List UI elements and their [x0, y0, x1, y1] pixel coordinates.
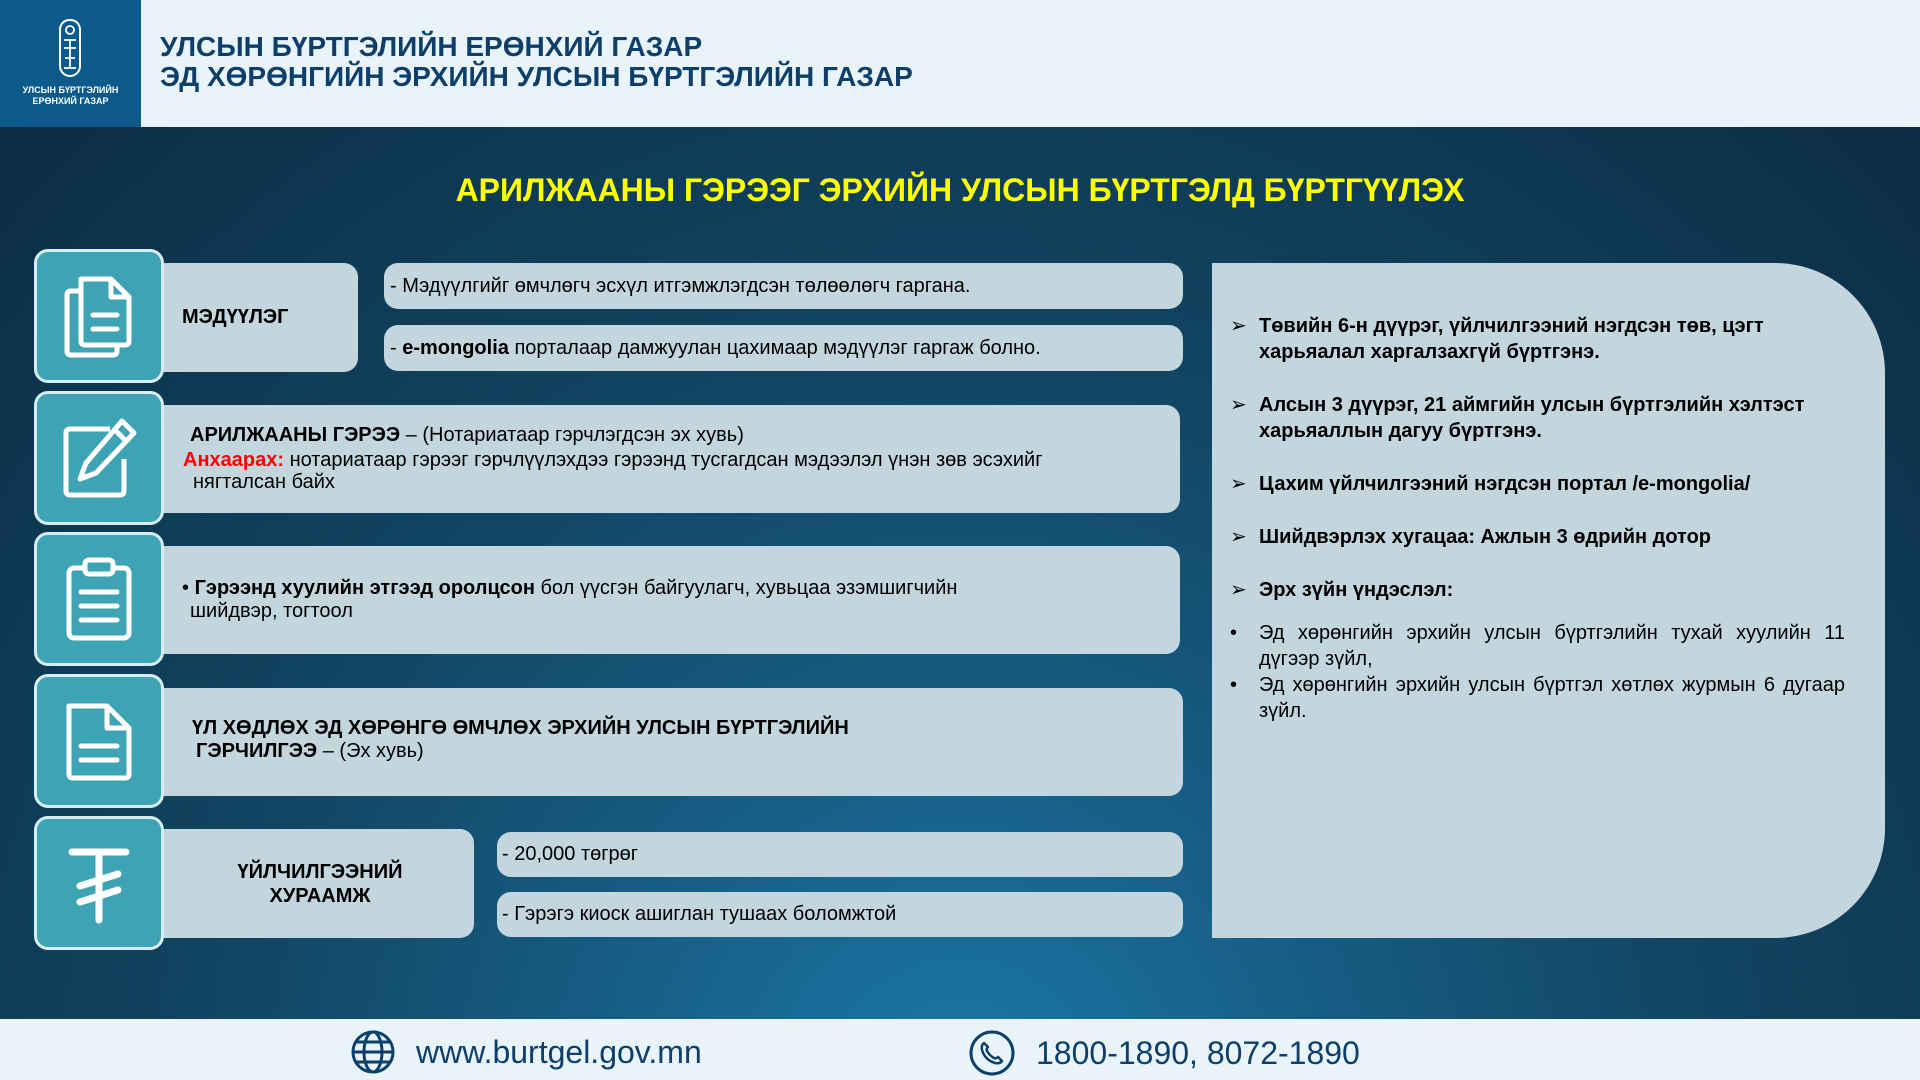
documents-icon	[59, 273, 139, 359]
clipboard-icon-box	[34, 532, 164, 666]
logo-text: УЛСЫН БҮРТГЭЛИЙН ЕРӨНХИЙ ГАЗАР	[22, 85, 119, 106]
application-label-box	[150, 263, 358, 372]
org-title-line1: УЛСЫН БҮРТГЭЛИЙН ЕРӨНХИЙ ГАЗАР	[160, 31, 703, 62]
phone-icon	[968, 1029, 1016, 1077]
application-label: МЭДҮҮЛЭГ	[182, 306, 289, 328]
document-icon	[61, 698, 137, 784]
edit-icon-box	[34, 391, 164, 525]
phone-contact[interactable]	[968, 1029, 1360, 1077]
info-item: ➢ Шийдвэрлэх хугацаа: Ажлын 3 өдрийн дотор	[1230, 526, 1712, 548]
documents-icon-box	[34, 249, 164, 383]
clipboard-icon	[61, 556, 137, 642]
edit-document-icon	[58, 415, 140, 501]
fee-amount: - 20,000 төгрөг	[497, 832, 1183, 877]
e-mongolia-link-text: e-mongolia	[402, 336, 509, 359]
fee-label: ҮЙЛЧИЛГЭЭНИЙ ХУРААМЖ	[237, 860, 403, 907]
document-icon-box	[34, 674, 164, 808]
fee-label-box	[150, 829, 474, 938]
info-item: ➢ Төвийн 6-н дүүрэг, үйлчилгээний нэгдсэн төв, цэгт харьяалал харгалзахгүй бүртгэнэ.	[1230, 315, 1764, 363]
info-item: ➢ Алсын 3 дүүрэг, 21 аймгийн улсын бүртгэлийн хэлтэст харьяаллын дагуу бүртгэнэ.	[1230, 394, 1805, 442]
footer	[0, 1019, 1920, 1080]
org-title-line2: ЭД ХӨРӨНГИЙН ЭРХИЙН УЛСЫН БҮРТГЭЛИЙН ГАЗАР	[160, 61, 913, 92]
organization-title	[160, 32, 913, 92]
tugrik-icon-box	[34, 816, 164, 950]
website-text[interactable]: www.burtgel.gov.mn	[416, 1033, 702, 1070]
application-note-2: - e-mongolia порталаар дамжуулан цахимаар мэдүүлэг гаргаж болно.	[384, 325, 1183, 371]
application-note-1: - Мэдүүлгийг өмчлөгч эсхүл итгэмжлэгдсэн төлөөлөгч гаргана.	[384, 263, 1183, 309]
fee-payment-note: - Гэрэгэ киоск ашиглан тушаах боломжтой	[497, 892, 1183, 937]
page-title: АРИЛЖААНЫ ГЭРЭЭГ ЭРХИЙН УЛСЫН БҮРТГЭЛД БҮРТГҮҮЛЭХ	[455, 172, 1465, 208]
legal-basis-heading: ➢ Эрх зүйн үндэслэл:	[1230, 579, 1454, 601]
tugrik-currency-icon	[64, 840, 134, 926]
logo	[0, 0, 141, 127]
contract-title: АРИЛЖААНЫ ГЭРЭЭ	[190, 424, 401, 446]
website-link[interactable]	[350, 1029, 702, 1075]
certificate-title: ҮЛ ХӨДЛӨХ ЭД ХӨРӨНГӨ ӨМЧЛӨХ ЭРХИЙН УЛСЫН БҮРТГЭЛИЙН	[192, 717, 849, 739]
info-item: ➢ Цахим үйлчилгээний нэгдсэн портал /e-mongolia/	[1230, 473, 1751, 495]
phone-text[interactable]: 1800-1890, 8072-1890	[1036, 1034, 1360, 1071]
decision-bold: Гэрээнд хуулийн этгээд оролцсон	[194, 577, 535, 599]
warning-label: Анхаарах:	[183, 449, 285, 471]
info-panel	[1212, 263, 1885, 938]
decision-box: • Гэрээнд хуулийн этгээд оролцсон бол үүсгэн байгуулагч, хувьцаа эзэмшигчийн шийдвэр, тогтоол	[150, 546, 1180, 654]
globe-icon	[350, 1029, 396, 1075]
certificate-box: ҮЛ ХӨДЛӨХ ЭД ХӨРӨНГӨ ӨМЧЛӨХ ЭРХИЙН УЛСЫН БҮРТГЭЛИЙН ГЭРЧИЛГЭЭ – (Эх хувь)	[150, 688, 1183, 796]
contract-box: АРИЛЖААНЫ ГЭРЭЭ – (Нотариатаар гэрчлэгдсэн эх хувь) Анхаарах: нотариатаар гэрээг гэрчлүүлэхдээ гэрээнд тусгагдсан мэдээлэл үнэн зөв эсэхийг нягталсан байх	[150, 405, 1180, 513]
legal-basis-item: • Эд хөрөнгийн эрхийн улсын бүртгэл хөтлөх журмын 6 дугаар зүйл.	[1230, 674, 1845, 722]
legal-basis-item: • Эд хөрөнгийн эрхийн улсын бүртгэлийн тухай хуулийн 11 дүгээр зүйл,	[1230, 622, 1845, 670]
emblem-icon	[55, 18, 85, 78]
header	[0, 0, 1920, 127]
